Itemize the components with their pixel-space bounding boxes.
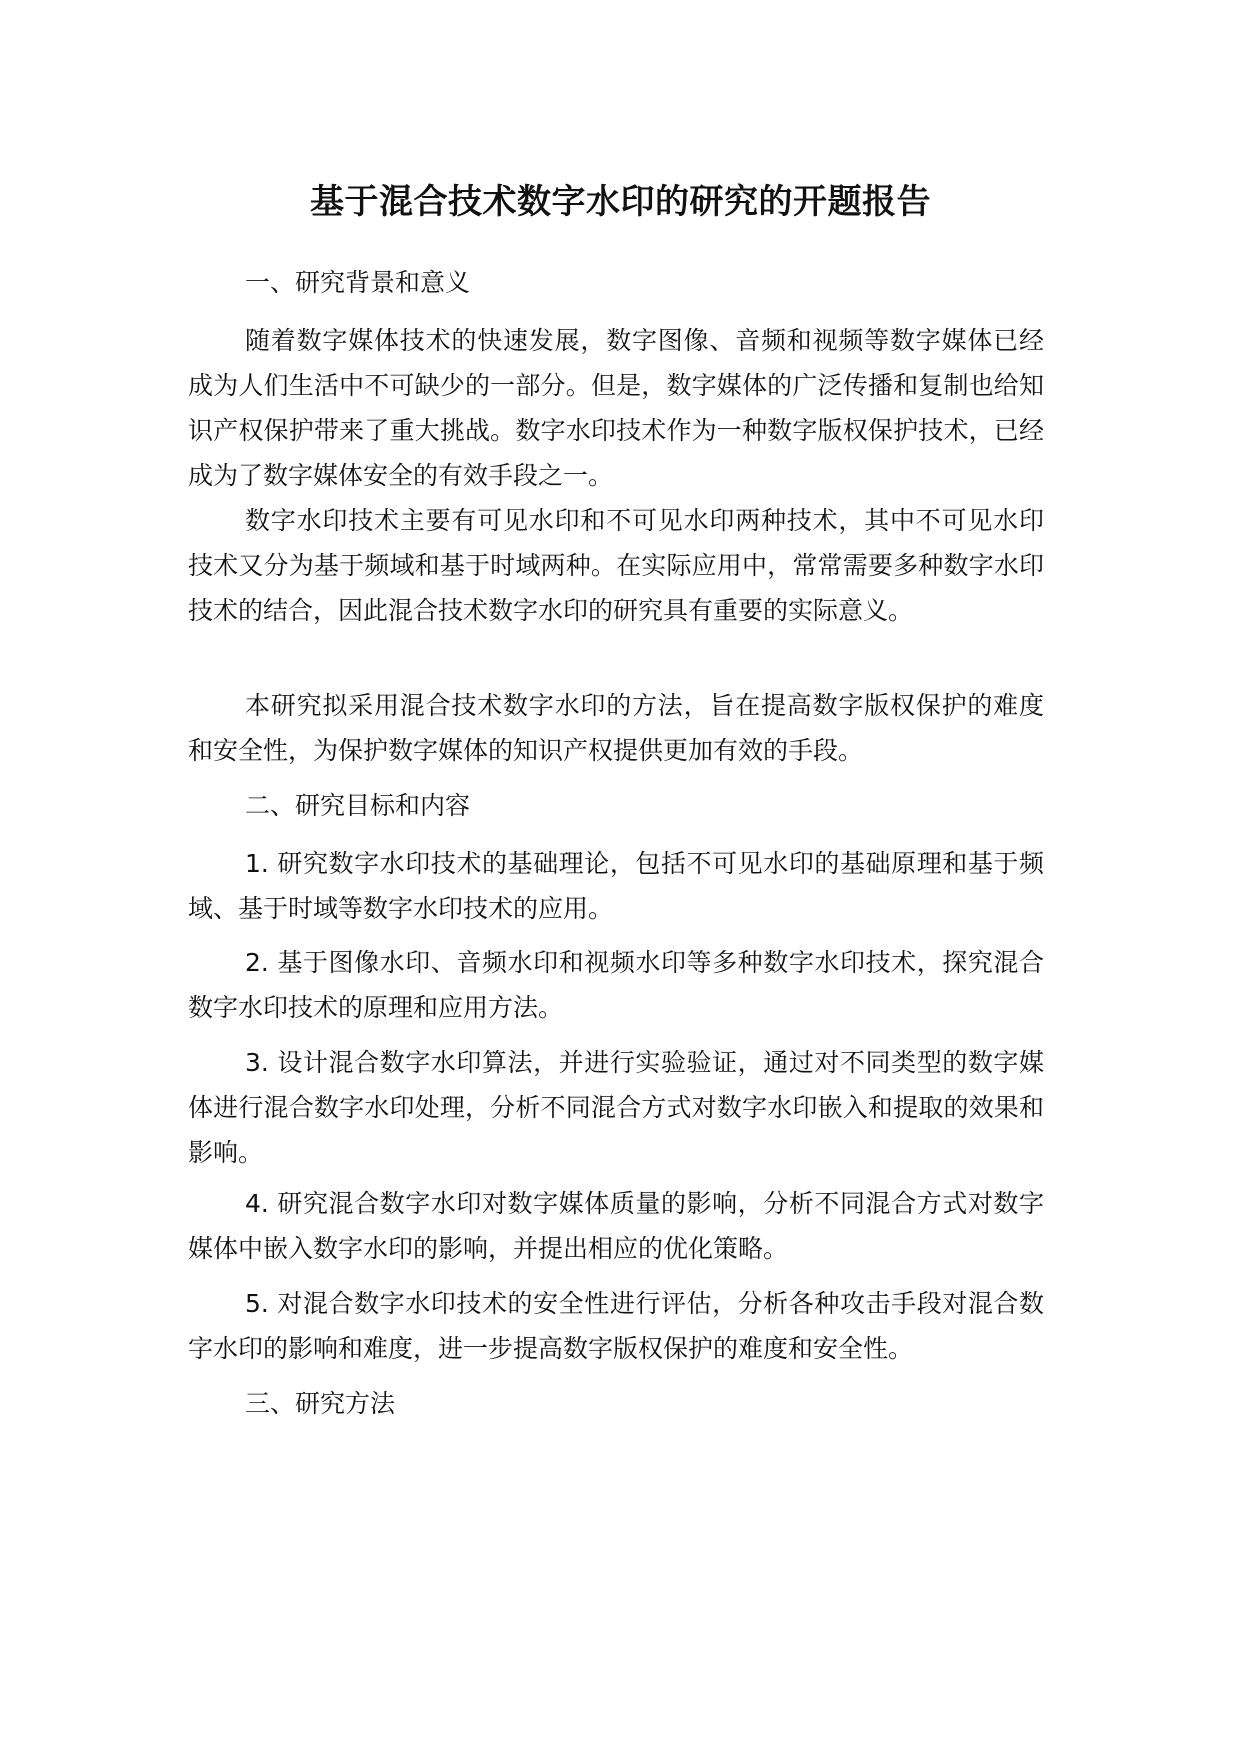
section-heading-methods: 三、研究方法 bbox=[245, 1389, 396, 1418]
document-title: 基于混合技术数字水印的研究的开题报告 bbox=[310, 182, 931, 222]
section-heading-background: 一、研究背景和意义 bbox=[245, 268, 471, 297]
goal-item-3: 3. 设计混合数字水印算法，并进行实验验证，通过对不同类型的数字媒体进行混合数字水印处理，分析不同混合方式对数字水印嵌入和提取的效果和影响。 bbox=[188, 1048, 1044, 1167]
goal-item-4: 4. 研究混合数字水印对数字媒体质量的影响，分析不同混合方式对数字媒体中嵌入数字水印的影响，并提出相应的优化策略。 bbox=[188, 1189, 1044, 1263]
paragraph-background-1: 随着数字媒体技术的快速发展，数字图像、音频和视频等数字媒体已经成为人们生活中不可缺少的一部分。但是，数字媒体的广泛传播和复制也给知识产权保护带来了重大挑战。数字水印技术作为一种数字版权保护技术，已经成为了数字媒体安全的有效手段之一。 bbox=[188, 326, 1044, 490]
paragraph-background-2: 数字水印技术主要有可见水印和不可见水印两种技术，其中不可见水印技术又分为基于频域和基于时域两种。在实际应用中，常常需要多种数字水印技术的结合，因此混合技术数字水印的研究具有重要的实际意义。 bbox=[188, 506, 1044, 625]
goal-item-1: 1. 研究数字水印技术的基础理论，包括不可见水印的基础原理和基于频域、基于时域等数字水印技术的应用。 bbox=[188, 849, 1044, 923]
goal-item-2: 2. 基于图像水印、音频水印和视频水印等多种数字水印技术，探究混合数字水印技术的原理和应用方法。 bbox=[188, 948, 1044, 1022]
goal-item-5: 5. 对混合数字水印技术的安全性进行评估，分析各种攻击手段对混合数字水印的影响和难度，进一步提高数字版权保护的难度和安全性。 bbox=[188, 1289, 1044, 1363]
paragraph-background-3: 本研究拟采用混合技术数字水印的方法，旨在提高数字版权保护的难度和安全性，为保护数字媒体的知识产权提供更加有效的手段。 bbox=[188, 691, 1044, 765]
section-heading-goals: 二、研究目标和内容 bbox=[245, 791, 471, 820]
